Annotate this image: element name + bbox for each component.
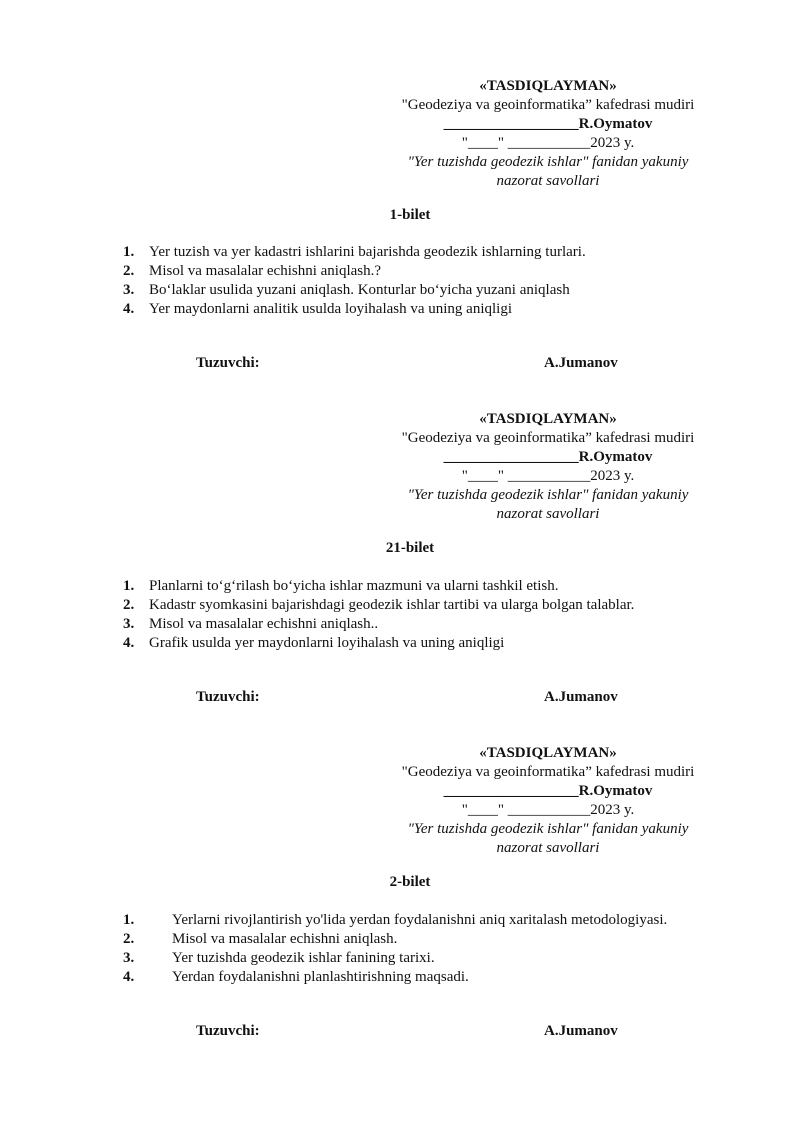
question-number: 3.	[123, 282, 135, 298]
list-item	[123, 949, 667, 968]
question-text: Yer maydonlarni analitik usulda loyihalash va uning aniqligi	[149, 301, 513, 317]
head-signature-line	[388, 782, 708, 801]
question-number: 1.	[123, 912, 135, 928]
approved-heading: «TASDIQLAYMAN»	[479, 745, 617, 761]
signature-underline: __________________	[443, 116, 579, 132]
question-list	[123, 243, 586, 319]
question-text: Yer tuzish va yer kadastri ishlarini bajarishda geodezik ishlarning turlari.	[149, 244, 586, 260]
list-item	[123, 634, 634, 653]
question-number: 4.	[123, 635, 135, 651]
approved-heading: «TASDIQLAYMAN»	[479, 411, 617, 427]
question-number: 4.	[123, 969, 135, 985]
list-item	[123, 968, 667, 987]
list-item	[123, 615, 634, 634]
question-text: Kadastr syomkasini bajarishdagi geodezik ishlar tartibi va ularga bolgan talablar.	[149, 597, 635, 613]
date-line: "____" ___________2023 y.	[461, 802, 635, 818]
question-number: 2.	[123, 263, 135, 279]
compiler-label: Tuzuvchi:	[196, 355, 260, 371]
ticket-title: 2-bilet	[389, 874, 431, 890]
signature-underline: __________________	[443, 783, 579, 799]
subject-line: "Yer tuzishda geodezik ishlar" fanidan yakuniy	[407, 487, 689, 503]
question-number: 1.	[123, 578, 135, 594]
question-number: 1.	[123, 244, 135, 260]
question-number: 2.	[123, 931, 135, 947]
question-text: Misol va masalalar echishni aniqlash.	[172, 931, 398, 947]
question-text: Grafik usulda yer maydonlarni loyihalash va uning aniqligi	[149, 635, 505, 651]
signature-underline: __________________	[443, 449, 579, 465]
head-name: R.Oymatov	[578, 116, 653, 132]
list-item	[123, 930, 667, 949]
question-text: Planlarni to‘g‘rilash bo‘yicha ishlar mazmuni va ularni tashkil etish.	[149, 578, 559, 594]
list-item	[123, 262, 586, 281]
subject-line-2: nazorat savollari	[496, 173, 600, 189]
approved-heading: «TASDIQLAYMAN»	[479, 78, 617, 94]
list-item	[123, 911, 667, 930]
date-line: "____" ___________2023 y.	[461, 135, 635, 151]
question-text: Yerdan foydalanishni planlashtirishning maqsadi.	[172, 969, 469, 985]
list-item	[123, 281, 586, 300]
compiler-name: A.Jumanov	[544, 355, 618, 371]
list-item	[123, 243, 586, 262]
question-text: Bo‘laklar usulida yuzani aniqlash. Konturlar bo‘yicha yuzani aniqlash	[149, 282, 570, 298]
head-name: R.Oymatov	[578, 783, 653, 799]
question-number: 3.	[123, 616, 135, 632]
approval-block	[388, 744, 708, 858]
question-list	[123, 911, 667, 987]
question-text: Misol va masalalar echishni aniqlash..	[149, 616, 379, 632]
ticket-title: 1-bilet	[389, 207, 431, 223]
list-item	[123, 300, 586, 319]
approval-block	[388, 77, 708, 191]
question-text: Yerlarni rivojlantirish yo'lida yerdan foydalanishni aniq xaritalash metodologiyasi.	[172, 912, 668, 928]
department-line: "Geodeziya va geoinformatika” kafedrasi mudiri	[401, 764, 695, 780]
head-signature-line	[388, 448, 708, 467]
question-number: 2.	[123, 597, 135, 613]
question-text: Yer tuzishda geodezik ishlar fanining tarixi.	[172, 950, 435, 966]
list-item	[123, 577, 634, 596]
date-line: "____" ___________2023 y.	[461, 468, 635, 484]
list-item	[123, 596, 634, 615]
question-number: 3.	[123, 950, 135, 966]
compiler-label: Tuzuvchi:	[196, 1023, 260, 1039]
head-name: R.Oymatov	[578, 449, 653, 465]
compiler-label: Tuzuvchi:	[196, 689, 260, 705]
department-line: "Geodeziya va geoinformatika” kafedrasi mudiri	[401, 97, 695, 113]
head-signature-line	[388, 115, 708, 134]
subject-line: "Yer tuzishda geodezik ishlar" fanidan yakuniy	[407, 821, 689, 837]
subject-line-2: nazorat savollari	[496, 506, 600, 522]
question-number: 4.	[123, 301, 135, 317]
question-text: Misol va masalalar echishni aniqlash.?	[149, 263, 382, 279]
department-line: "Geodeziya va geoinformatika” kafedrasi mudiri	[401, 430, 695, 446]
ticket-title: 21-bilet	[385, 540, 435, 556]
compiler-name: A.Jumanov	[544, 689, 618, 705]
approval-block	[388, 410, 708, 524]
subject-line: "Yer tuzishda geodezik ishlar" fanidan yakuniy	[407, 154, 689, 170]
question-list	[123, 577, 634, 653]
compiler-name: A.Jumanov	[544, 1023, 618, 1039]
subject-line-2: nazorat savollari	[496, 840, 600, 856]
